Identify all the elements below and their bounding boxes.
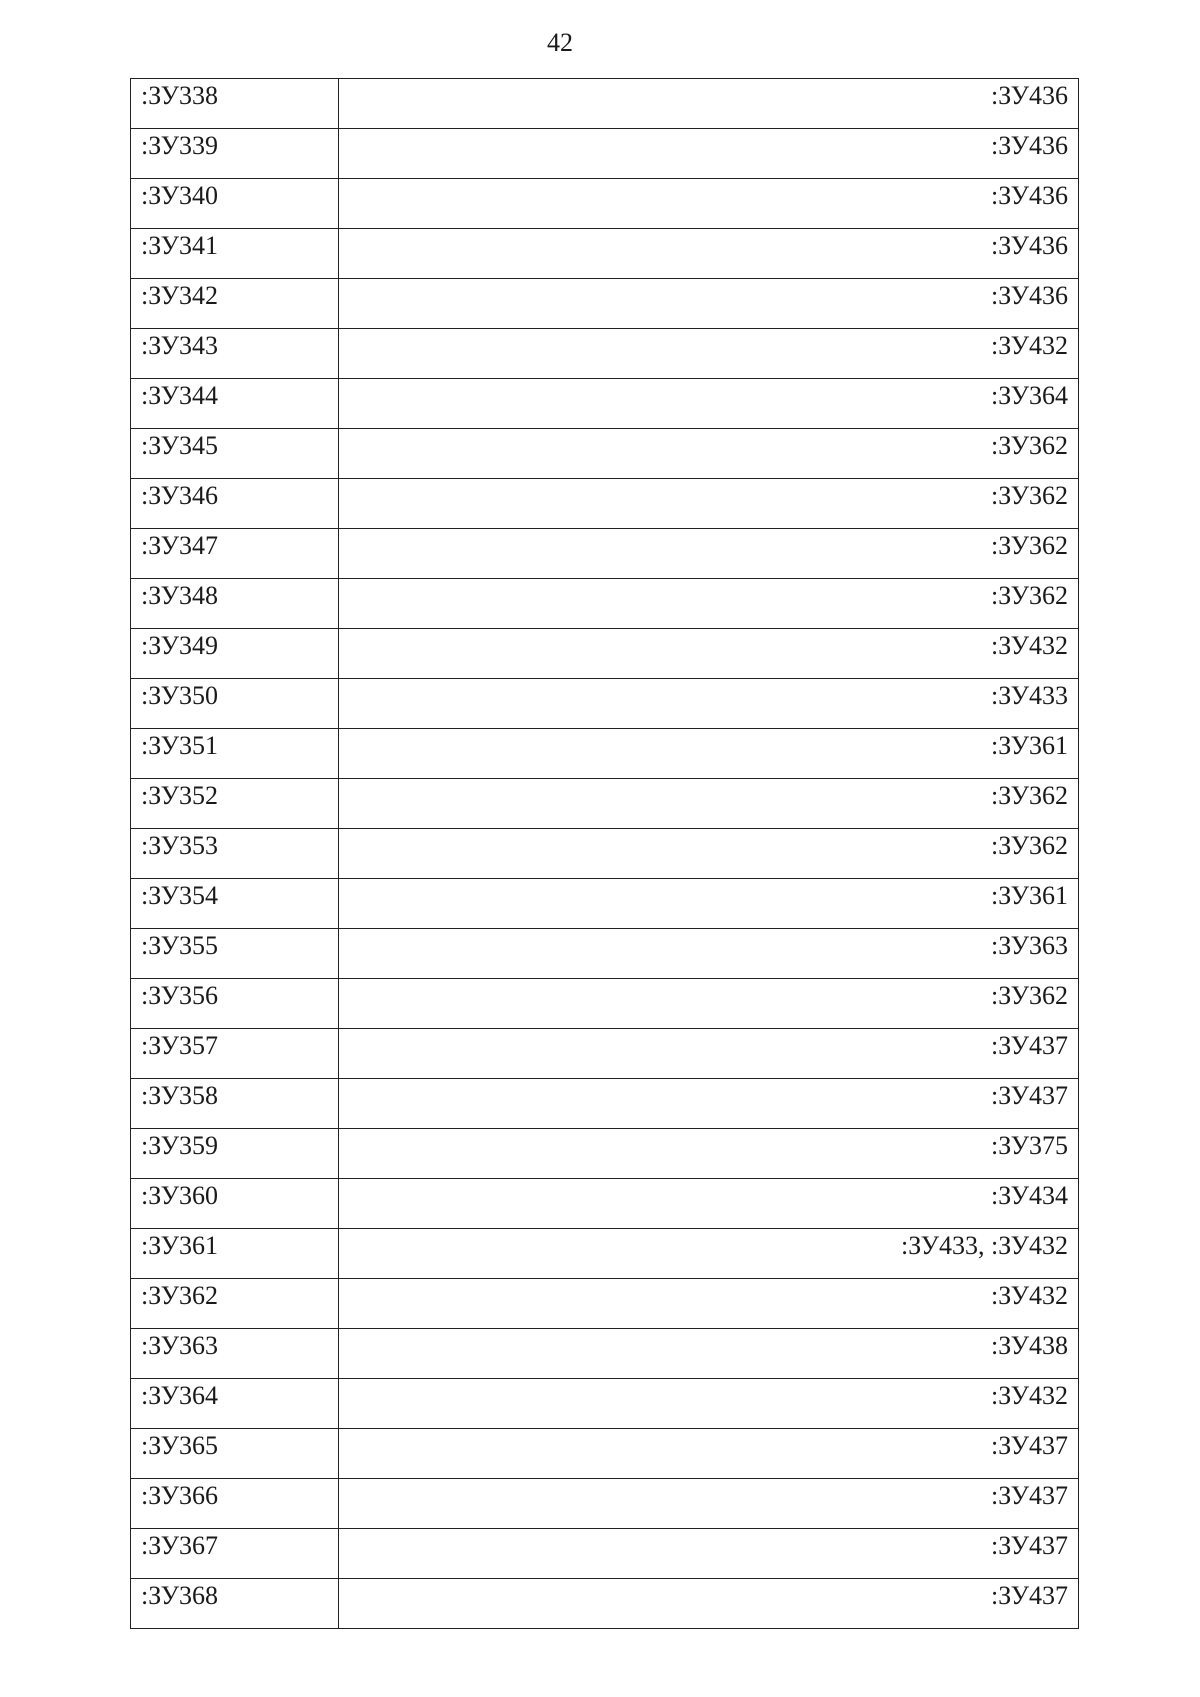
parcel-id-cell: :ЗУ360 [131, 1179, 339, 1229]
table-row [131, 1179, 1079, 1229]
table-row [131, 379, 1079, 429]
table-row [131, 879, 1079, 929]
related-parcel-cell: :ЗУ433 [339, 679, 1079, 729]
related-parcel-cell: :ЗУ438 [339, 1329, 1079, 1379]
parcel-id-cell: :ЗУ366 [131, 1479, 339, 1529]
parcel-id-cell: :ЗУ347 [131, 529, 339, 579]
related-parcel-cell: :ЗУ432 [339, 1379, 1079, 1429]
parcel-id-cell: :ЗУ343 [131, 329, 339, 379]
table-row [131, 1329, 1079, 1379]
table-row [131, 529, 1079, 579]
table-row [131, 179, 1079, 229]
parcel-id-cell: :ЗУ344 [131, 379, 339, 429]
related-parcel-cell: :ЗУ436 [339, 129, 1079, 179]
table-row [131, 329, 1079, 379]
related-parcel-cell: :ЗУ362 [339, 579, 1079, 629]
table-row [131, 129, 1079, 179]
table-row [131, 979, 1079, 1029]
parcel-id-cell: :ЗУ352 [131, 779, 339, 829]
parcel-id-cell: :ЗУ361 [131, 1229, 339, 1279]
related-parcel-cell: :ЗУ434 [339, 1179, 1079, 1229]
parcel-id-cell: :ЗУ367 [131, 1529, 339, 1579]
table-row [131, 729, 1079, 779]
table-row [131, 79, 1079, 129]
parcel-id-cell: :ЗУ348 [131, 579, 339, 629]
table-row [131, 829, 1079, 879]
related-parcel-cell: :ЗУ432 [339, 1279, 1079, 1329]
table-row [131, 1279, 1079, 1329]
table-row [131, 1529, 1079, 1579]
parcel-id-cell: :ЗУ349 [131, 629, 339, 679]
parcel-id-cell: :ЗУ342 [131, 279, 339, 329]
table-row [131, 1229, 1079, 1279]
related-parcel-cell: :ЗУ437 [339, 1429, 1079, 1479]
parcel-id-cell: :ЗУ365 [131, 1429, 339, 1479]
related-parcel-cell: :ЗУ437 [339, 1529, 1079, 1579]
parcel-id-cell: :ЗУ355 [131, 929, 339, 979]
related-parcel-cell: :ЗУ437 [339, 1029, 1079, 1079]
parcel-id-cell: :ЗУ340 [131, 179, 339, 229]
table-row [131, 1129, 1079, 1179]
related-parcel-cell: :ЗУ436 [339, 229, 1079, 279]
related-parcel-cell: :ЗУ362 [339, 429, 1079, 479]
parcel-id-cell: :ЗУ364 [131, 1379, 339, 1429]
parcel-id-cell: :ЗУ356 [131, 979, 339, 1029]
parcel-id-cell: :ЗУ359 [131, 1129, 339, 1179]
table-row [131, 679, 1079, 729]
table-row [131, 479, 1079, 529]
parcel-id-cell: :ЗУ353 [131, 829, 339, 879]
table-row [131, 1579, 1079, 1629]
parcel-id-cell: :ЗУ345 [131, 429, 339, 479]
parcel-id-cell: :ЗУ346 [131, 479, 339, 529]
parcel-id-cell: :ЗУ354 [131, 879, 339, 929]
related-parcel-cell: :ЗУ436 [339, 179, 1079, 229]
table-row [131, 429, 1079, 479]
related-parcel-cell: :ЗУ437 [339, 1079, 1079, 1129]
table-row [131, 1079, 1079, 1129]
related-parcel-cell: :ЗУ362 [339, 479, 1079, 529]
related-parcel-cell: :ЗУ375 [339, 1129, 1079, 1179]
table-row [131, 629, 1079, 679]
parcel-id-cell: :ЗУ339 [131, 129, 339, 179]
parcel-table [130, 78, 1079, 1629]
related-parcel-cell: :ЗУ362 [339, 829, 1079, 879]
table-row [131, 1379, 1079, 1429]
table-row [131, 929, 1079, 979]
related-parcel-cell: :ЗУ364 [339, 379, 1079, 429]
related-parcel-cell: :ЗУ436 [339, 279, 1079, 329]
parcel-id-cell: :ЗУ341 [131, 229, 339, 279]
related-parcel-cell: :ЗУ363 [339, 929, 1079, 979]
related-parcel-cell: :ЗУ361 [339, 729, 1079, 779]
table-row [131, 779, 1079, 829]
related-parcel-cell: :ЗУ362 [339, 979, 1079, 1029]
parcel-id-cell: :ЗУ351 [131, 729, 339, 779]
parcel-id-cell: :ЗУ362 [131, 1279, 339, 1329]
parcel-id-cell: :ЗУ350 [131, 679, 339, 729]
table-row [131, 1429, 1079, 1479]
table-row [131, 579, 1079, 629]
table-body [131, 79, 1079, 1629]
table-row [131, 229, 1079, 279]
related-parcel-cell: :ЗУ432 [339, 329, 1079, 379]
parcel-id-cell: :ЗУ368 [131, 1579, 339, 1629]
table-row [131, 279, 1079, 329]
parcel-id-cell: :ЗУ358 [131, 1079, 339, 1129]
related-parcel-cell: :ЗУ436 [339, 79, 1079, 129]
table-row [131, 1479, 1079, 1529]
related-parcel-cell: :ЗУ433, :ЗУ432 [339, 1229, 1079, 1279]
parcel-id-cell: :ЗУ357 [131, 1029, 339, 1079]
parcel-id-cell: :ЗУ363 [131, 1329, 339, 1379]
related-parcel-cell: :ЗУ432 [339, 629, 1079, 679]
related-parcel-cell: :ЗУ362 [339, 779, 1079, 829]
table-row [131, 1029, 1079, 1079]
related-parcel-cell: :ЗУ361 [339, 879, 1079, 929]
page-number: 42 [547, 28, 573, 57]
parcel-id-cell: :ЗУ338 [131, 79, 339, 129]
related-parcel-cell: :ЗУ362 [339, 529, 1079, 579]
related-parcel-cell: :ЗУ437 [339, 1579, 1079, 1629]
related-parcel-cell: :ЗУ437 [339, 1479, 1079, 1529]
